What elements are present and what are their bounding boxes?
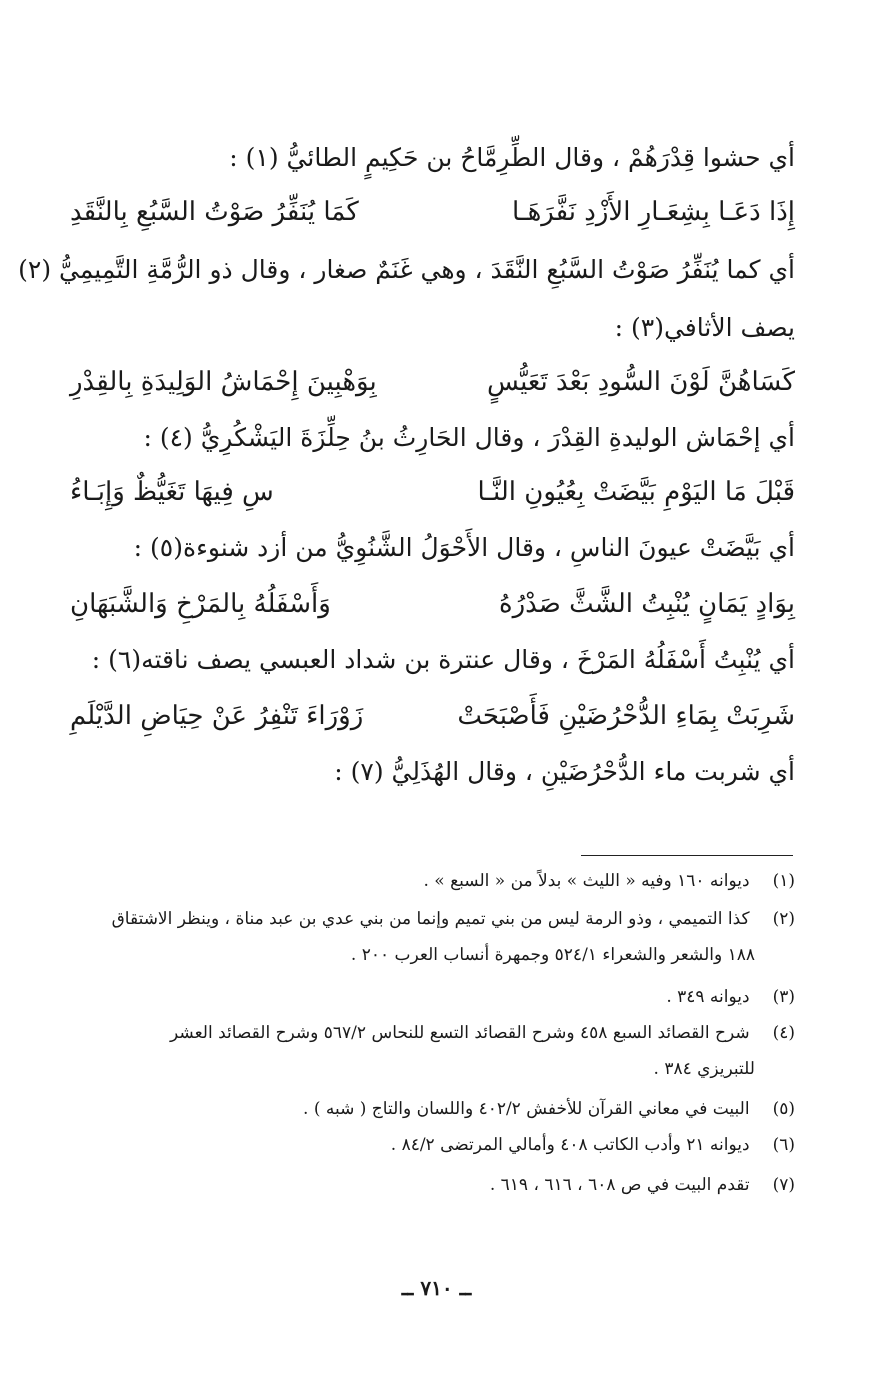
footnote-7-number: (٧) bbox=[772, 1175, 795, 1195]
page-number: ــ ٧١٠ ــ bbox=[401, 1276, 472, 1300]
verse-4-second-hemistich: وَأَسْفَلُهُ بِالمَرْخِ وَالشَّبَهَانِ bbox=[70, 589, 331, 619]
body-line-5: أي بَيَّضَتْ عيونَ الناسِ ، وقال الأَحْوَلُ الشَّنُوِيُّ من أزد شنوءة(٥) : bbox=[133, 533, 795, 562]
verse-2 bbox=[70, 360, 795, 404]
body-line-4: أي إحْمَاش الوليدةِ القِدْرَ ، وقال الحَارِثُ بنُ حِلِّزَةَ اليَشْكُرِيُّ (٤) : bbox=[143, 423, 795, 452]
footnote-2-text: كذا التميمي ، وذو الرمة ليس من بني تميم وإنما من بني عدي بن عبد مناة ، وينظر الاشتقاق bbox=[111, 909, 750, 929]
footnote-2 bbox=[70, 904, 795, 934]
verse-5-second-hemistich: زَوْرَاءَ تَنْفِرُ عَنْ حِيَاضِ الدَّيْلَمِ bbox=[70, 701, 364, 731]
verse-5 bbox=[70, 694, 795, 738]
verse-3-second-hemistich: سِ فِيهَا تَغَيُّظٌ وَإِبَـاءُ bbox=[70, 477, 274, 507]
footnote-6 bbox=[70, 1130, 795, 1160]
verse-2-first-hemistich: كَسَاهُنَّ لَوْنَ السُّودِ بَعْدَ تَعَيُّسٍ bbox=[486, 367, 795, 397]
verse-1-second-hemistich: كَمَا يُنَفِّرُ صَوْتُ السَّبُعِ بِالنَّقَدِ bbox=[70, 197, 359, 227]
footnote-2-continuation: ١٨٨ والشعر والشعراء ٥٢٤/١ وجمهرة أنساب العرب ٢٠٠ . bbox=[350, 945, 755, 965]
verse-5-first-hemistich: شَرِبَتْ بِمَاءِ الدُّحْرُضَيْنِ فَأَصْبَحَتْ bbox=[457, 701, 795, 731]
footnote-6-number: (٦) bbox=[772, 1135, 795, 1155]
verse-1 bbox=[70, 190, 795, 234]
body-line-1: أي حشوا قِدْرَهُمْ ، وقال الطِّرِمَّاحُ بن حَكِيمٍ الطائيُّ (١) : bbox=[229, 143, 795, 172]
verse-3 bbox=[70, 470, 795, 514]
footnote-2-number: (٢) bbox=[772, 909, 795, 929]
footnote-3 bbox=[70, 982, 795, 1012]
footnote-4 bbox=[70, 1018, 795, 1048]
footnote-1 bbox=[70, 866, 795, 896]
footnote-7 bbox=[70, 1170, 795, 1200]
footnote-6-text: ديوانه ٢١ وأدب الكاتب ٤٠٨ وأمالي المرتضى ٨٤/٢ . bbox=[390, 1135, 750, 1155]
verse-3-first-hemistich: قَبْلَ مَا اليَوْمِ بَيَّضَتْ بِعُيُونِ النَّـا bbox=[477, 477, 795, 507]
body-line-6: أي يُنْبِتُ أَسْفَلُهُ المَرْخَ ، وقال عنترة بن شداد العبسي يصف ناقته(٦) : bbox=[91, 645, 795, 674]
verse-4-first-hemistich: بِوَادٍ يَمَانٍ يُنْبِتُ الشَّثَّ صَدْرُهُ bbox=[498, 589, 795, 619]
body-line-3: يصف الأثافي(٣) : bbox=[614, 313, 795, 342]
footnote-4-continuation: للتبريزي ٣٨٤ . bbox=[653, 1059, 755, 1079]
footnote-5 bbox=[70, 1094, 795, 1124]
footnote-1-text: ديوانه ١٦٠ وفيه « الليث » بدلاً من « السبع » . bbox=[423, 871, 750, 891]
footnote-4-number: (٤) bbox=[772, 1023, 795, 1043]
footnote-4-text: شرح القصائد السبع ٤٥٨ وشرح القصائد التسع للنحاس ٥٦٧/٢ وشرح القصائد العشر bbox=[170, 1023, 750, 1043]
verse-2-second-hemistich: بِوَهْبِينَ إِحْمَاشُ الوَلِيدَةِ بِالقِدْرِ bbox=[70, 367, 377, 397]
verse-1-first-hemistich: إِذَا دَعَـا بِشِعَـارِ الأَزْدِ نَفَّرَهَـا bbox=[512, 197, 795, 227]
body-line-2: أي كما يُنَفِّرُ صَوْتُ السَّبُعِ النَّقَدَ ، وهي غَنَمٌ صغار ، وقال ذو الرُّمَّةِ التَّمِيمِيُّ (٢) bbox=[18, 255, 795, 284]
footnote-7-text: تقدم البيت في ص ٦٠٨ ، ٦١٦ ، ٦١٩ . bbox=[489, 1175, 750, 1195]
footnote-separator bbox=[581, 855, 793, 856]
footnote-5-text: البيت في معاني القرآن للأخفش ٤٠٢/٢ واللسان والتاج ( شبه ) . bbox=[303, 1099, 750, 1119]
body-line-7: أي شربت ماء الدُّحْرُضَيْنِ ، وقال الهُذَلِيُّ (٧) : bbox=[334, 757, 795, 786]
footnote-3-text: ديوانه ٣٤٩ . bbox=[666, 987, 750, 1007]
footnote-3-number: (٣) bbox=[772, 987, 795, 1007]
footnote-1-number: (١) bbox=[772, 871, 795, 891]
footnote-5-number: (٥) bbox=[772, 1099, 795, 1119]
verse-4 bbox=[70, 582, 795, 626]
